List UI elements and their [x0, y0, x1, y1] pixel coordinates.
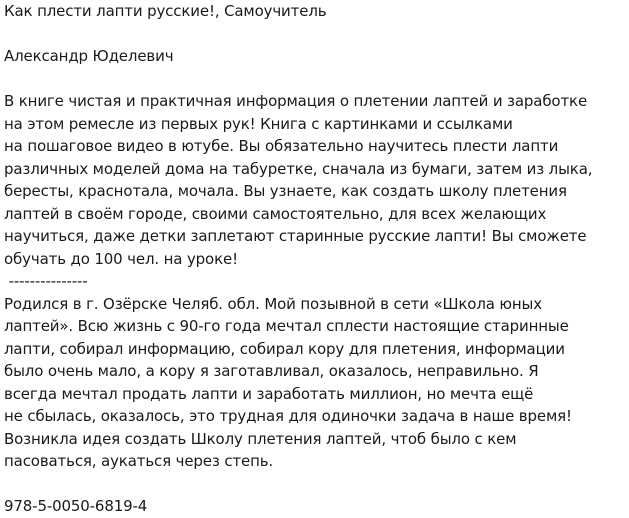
description-line: В книге чистая и практичная информация о плетении лаптей и заработке [4, 92, 588, 110]
description-line: научиться, даже детки заплетают старинные русские лапти! Вы сможете [4, 227, 587, 245]
description-line: лаптей в своём городе, своими самостоятельно, для всех желающих [4, 204, 547, 223]
bio-line: лаптей». Всю жизнь с 90-го года мечтал сплести настоящие старинные [4, 317, 569, 335]
description-line: бересты, краснотала, мочала. Вы узнаете, как создать школу плетения [4, 182, 567, 200]
bio-line: лапти, собирал информацию, собирал кору для плетения, информации [4, 339, 565, 358]
description-line: обучать до 100 чел. на уроке! [4, 249, 238, 268]
bio-line: пасоваться, аукаться через степь. [4, 452, 274, 470]
spacer [4, 473, 629, 496]
isbn-number: 978-5-0050-6819-4 [4, 497, 148, 515]
bio-line: было очень мало, а кору я заготавливал, оказалось, неправильно. Я [4, 362, 539, 380]
description-line: на этом ремесле из первых рук! Книга с картинками и ссылками [4, 114, 513, 133]
bio-line: Родился в г. Озёрске Челяб. обл. Мой позывной в сети «Школа юных [4, 294, 542, 313]
description-paragraph [4, 90, 629, 270]
spacer [4, 23, 629, 46]
book-author: Александр Юделевич [4, 47, 174, 65]
bio-line: Возникла идея создать Школу плетения лаптей, чтоб было с кем [4, 429, 517, 448]
bio-line: не сбылась, оказалось, это трудная для одиночки задача в наше время! [4, 407, 572, 425]
book-title: Как плести лапти русские!, Самоучитель [4, 2, 327, 20]
separator-line: --------------- [4, 272, 88, 290]
bio-line: всегда мечтал продать лапти и заработать миллион, но мечта ещё [4, 384, 534, 403]
bio-paragraph [4, 293, 629, 473]
spacer [4, 68, 629, 91]
description-line: на пошаговое видео в ютубе. Вы обязательно научитесь плести лапти [4, 137, 559, 155]
description-line: различных моделей дома на табуретке, сначала из бумаги, затем из лыка, [4, 159, 593, 178]
